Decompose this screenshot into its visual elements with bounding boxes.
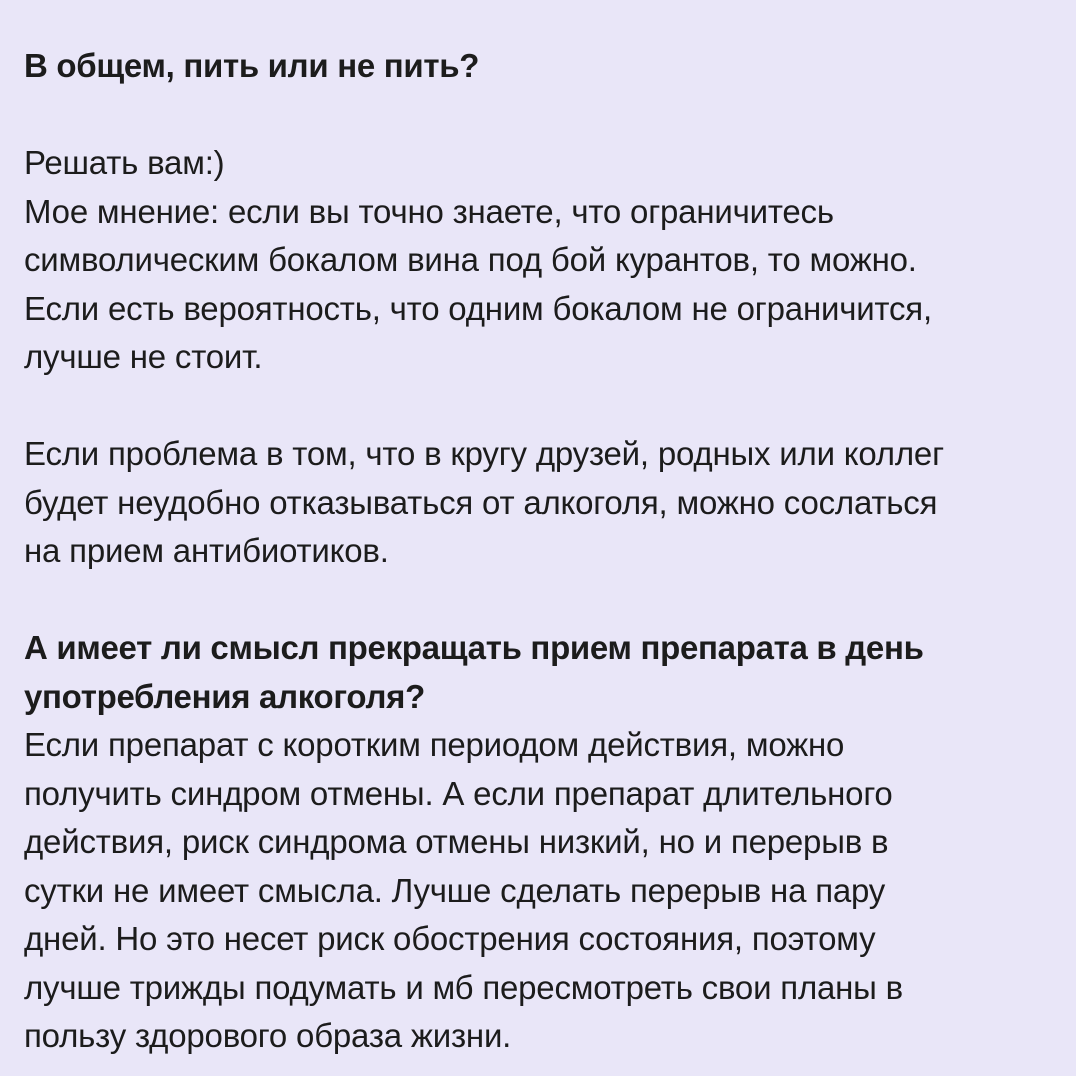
blank-line (24, 576, 1052, 625)
text-line: будет неудобно отказываться от алкоголя, можно сослаться (24, 483, 938, 521)
heading-drink-or-not: В общем, пить или не пить? (24, 47, 480, 84)
text-line: Если препарат с коротким периодом действия, можно (24, 726, 845, 763)
text-line: Решать вам:) (24, 144, 225, 181)
section-refusal-excuse (24, 430, 1052, 576)
text-line: Если проблема в том, что в кругу друзей, родных или коллег (24, 435, 944, 472)
heading-stop-medication: употребления алкоголя? (24, 677, 425, 715)
text-line: сутки не имеет смысла. Лучше сделать перерыв на пару (24, 871, 886, 909)
text-line: действия, риск синдрома отмены низкий, но и перерыв в (24, 823, 889, 860)
blank-line (24, 91, 1052, 140)
text-line: символическим бокалом вина под бой курантов, то можно. (24, 241, 917, 278)
section-stop-medication (24, 624, 1052, 1061)
text-line: Если есть вероятность, что одним бокалом не ограничится, (24, 289, 932, 327)
blank-line (24, 382, 1052, 431)
heading-stop-medication: А имеет ли смысл прекращать прием препарата в день (24, 629, 924, 666)
text-line: получить синдром отмены. А если препарат длительного (24, 774, 893, 812)
text-line: лучше не стоит. (24, 338, 263, 375)
text-line: лучше трижды подумать и мб пересмотреть свои планы в (24, 968, 904, 1006)
text-line: дней. Но это несет риск обострения состояния, поэтому (24, 920, 876, 957)
text-line: Мое мнение: если вы точно знаете, что ограничитесь (24, 192, 834, 230)
section-drink-or-not (24, 42, 1052, 382)
text-line: пользу здорового образа жизни. (24, 1017, 512, 1054)
text-line: на прием антибиотиков. (24, 532, 389, 569)
